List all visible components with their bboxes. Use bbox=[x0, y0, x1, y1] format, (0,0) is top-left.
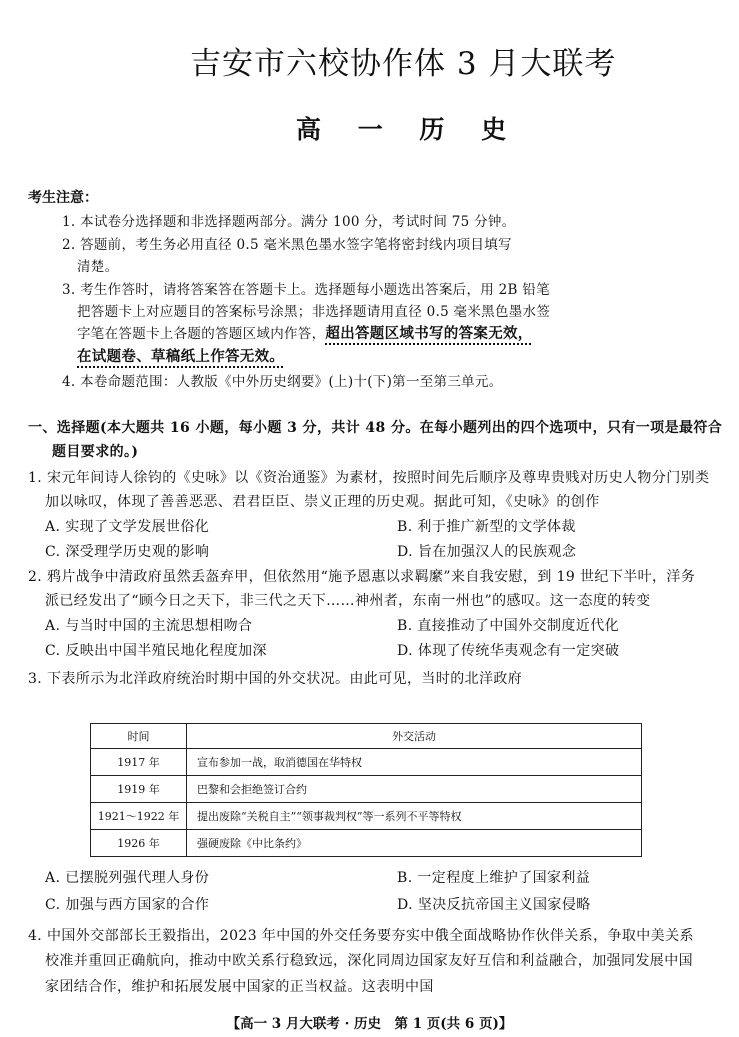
notice-emphasis: 在试题卷、草稿纸上作答无效。 bbox=[77, 348, 285, 365]
option-a: A. 已摆脱列强代理人身份 bbox=[45, 870, 210, 886]
question-stem: 1. 宋元年间诗人徐钧的《史咏》以《资治通鉴》为素材，按照时间先后顺序及尊卑贵贱对历史人物分门别类 bbox=[28, 470, 710, 486]
option-c: C. 反映出中国半殖民地化程度加深 bbox=[45, 643, 267, 659]
section-heading: 一、选择题(本大题共 16 小题，每小题 3 分，共计 48 分。在每小题列出的四个选项中，只有一项是最符合 bbox=[28, 420, 723, 436]
option-c: C. 深受理学历史观的影响 bbox=[45, 544, 210, 560]
question-stem: 加以咏叹，体现了善善恶恶、君君臣臣、崇义正理的历史观。据此可知，《史咏》的创作 bbox=[45, 494, 600, 510]
table-cell: 1921～1922 年 bbox=[91, 803, 187, 830]
exam-title: 吉安市六校协作体 3 月大联考 bbox=[190, 46, 617, 82]
notice-line: 把答题卡上对应题目的答案标号涂黑；非选择题请用直径 0.5 毫米黑色墨水签 bbox=[77, 304, 551, 320]
option-a: A. 实现了文学发展世俗化 bbox=[45, 519, 210, 535]
notice-line: 4. 本卷命题范围：人教版《中外历史纲要》(上)十(下)第一至第三单元。 bbox=[62, 374, 503, 390]
table-cell: 强硬废除《中比条约》 bbox=[187, 830, 642, 857]
notice-heading: 考生注意： bbox=[28, 190, 98, 206]
diplomacy-table bbox=[90, 723, 642, 857]
question-stem: 家团结合作，维护和拓展发展中国家的正当权益。这表明中国 bbox=[45, 979, 434, 995]
section-heading: 题目要求的。) bbox=[52, 444, 139, 460]
notice-emphasis: 超出答题区域书写的答案无效， bbox=[325, 325, 533, 342]
option-d: D. 体现了传统华夷观念有一定突破 bbox=[397, 643, 620, 659]
question-stem: 派已经发出了“顾今日之天下，非三代之天下……神州者，东南一州也”的感叹。这一态度的转变 bbox=[45, 593, 651, 609]
table-cell: 宣布参加一战，取消德国在华特权 bbox=[187, 749, 642, 776]
table-header: 时间 bbox=[91, 724, 187, 749]
option-d: D. 旨在加强汉人的民族观念 bbox=[397, 544, 577, 560]
question-stem: 校准并重回正确航向，推动中欧关系行稳致远，深化同周边国家友好互信和利益融合，加强同发展中国 bbox=[45, 953, 693, 969]
notice-line: 1. 本试卷分选择题和非选择题两部分。满分 100 分，考试时间 75 分钟。 bbox=[62, 214, 516, 230]
notice-line: 2. 答题前，考生务必用直径 0.5 毫米黑色墨水签字笔将密封线内项目填写 bbox=[62, 237, 512, 253]
option-a: A. 与当时中国的主流思想相吻合 bbox=[45, 618, 253, 634]
table-header: 外交活动 bbox=[187, 724, 642, 749]
notice-line: 3. 考生作答时，请将答案答在答题卡上。选择题每小题选出答案后，用 2B 铅笔 bbox=[62, 282, 550, 298]
option-c: C. 加强与西方国家的合作 bbox=[45, 897, 210, 913]
table-cell: 1926 年 bbox=[91, 830, 187, 857]
table-cell: 巴黎和会拒绝签订合约 bbox=[187, 776, 642, 803]
table-cell: 1919 年 bbox=[91, 776, 187, 803]
notice-line-mixed bbox=[77, 322, 533, 343]
question-stem: 2. 鸦片战争中清政府虽然丢盔弃甲，但依然用“施予恩惠以求羁縻”来自我安慰，到 19 世纪下半叶，洋务 bbox=[28, 569, 696, 585]
option-d: D. 坚决反抗帝国主义国家侵略 bbox=[397, 897, 591, 913]
option-b: B. 利于推广新型的文学体裁 bbox=[397, 519, 576, 535]
table-cell: 1917 年 bbox=[91, 749, 187, 776]
table-row bbox=[91, 803, 642, 830]
table-row bbox=[91, 776, 642, 803]
option-b: B. 一定程度上维护了国家利益 bbox=[397, 870, 591, 886]
question-stem: 4. 中国外交部部长王毅指出，2023 年中国的外交任务要夯实中俄全面战略协作伙伴关系，争取中美关系 bbox=[28, 928, 694, 944]
table-row bbox=[91, 830, 642, 857]
question-stem: 3. 下表所示为北洋政府统治时期中国的外交状况。由此可见，当时的北洋政府 bbox=[28, 671, 523, 687]
option-b: B. 直接推动了中国外交制度近代化 bbox=[397, 618, 619, 634]
table-cell: 提出废除“关税自主”“领事裁判权”等一系列不平等特权 bbox=[187, 803, 642, 830]
page-footer: 【高一 3 月大联考 · 历史 第 1 页(共 6 页)】 bbox=[226, 1016, 513, 1032]
notice-line: 清楚。 bbox=[77, 259, 119, 275]
subject-title: 高 一 历 史 bbox=[296, 115, 521, 144]
notice-line: 字笔在答题卡上各题的答题区域内作答， bbox=[77, 326, 326, 342]
table-header-row bbox=[91, 724, 642, 749]
table-row bbox=[91, 749, 642, 776]
